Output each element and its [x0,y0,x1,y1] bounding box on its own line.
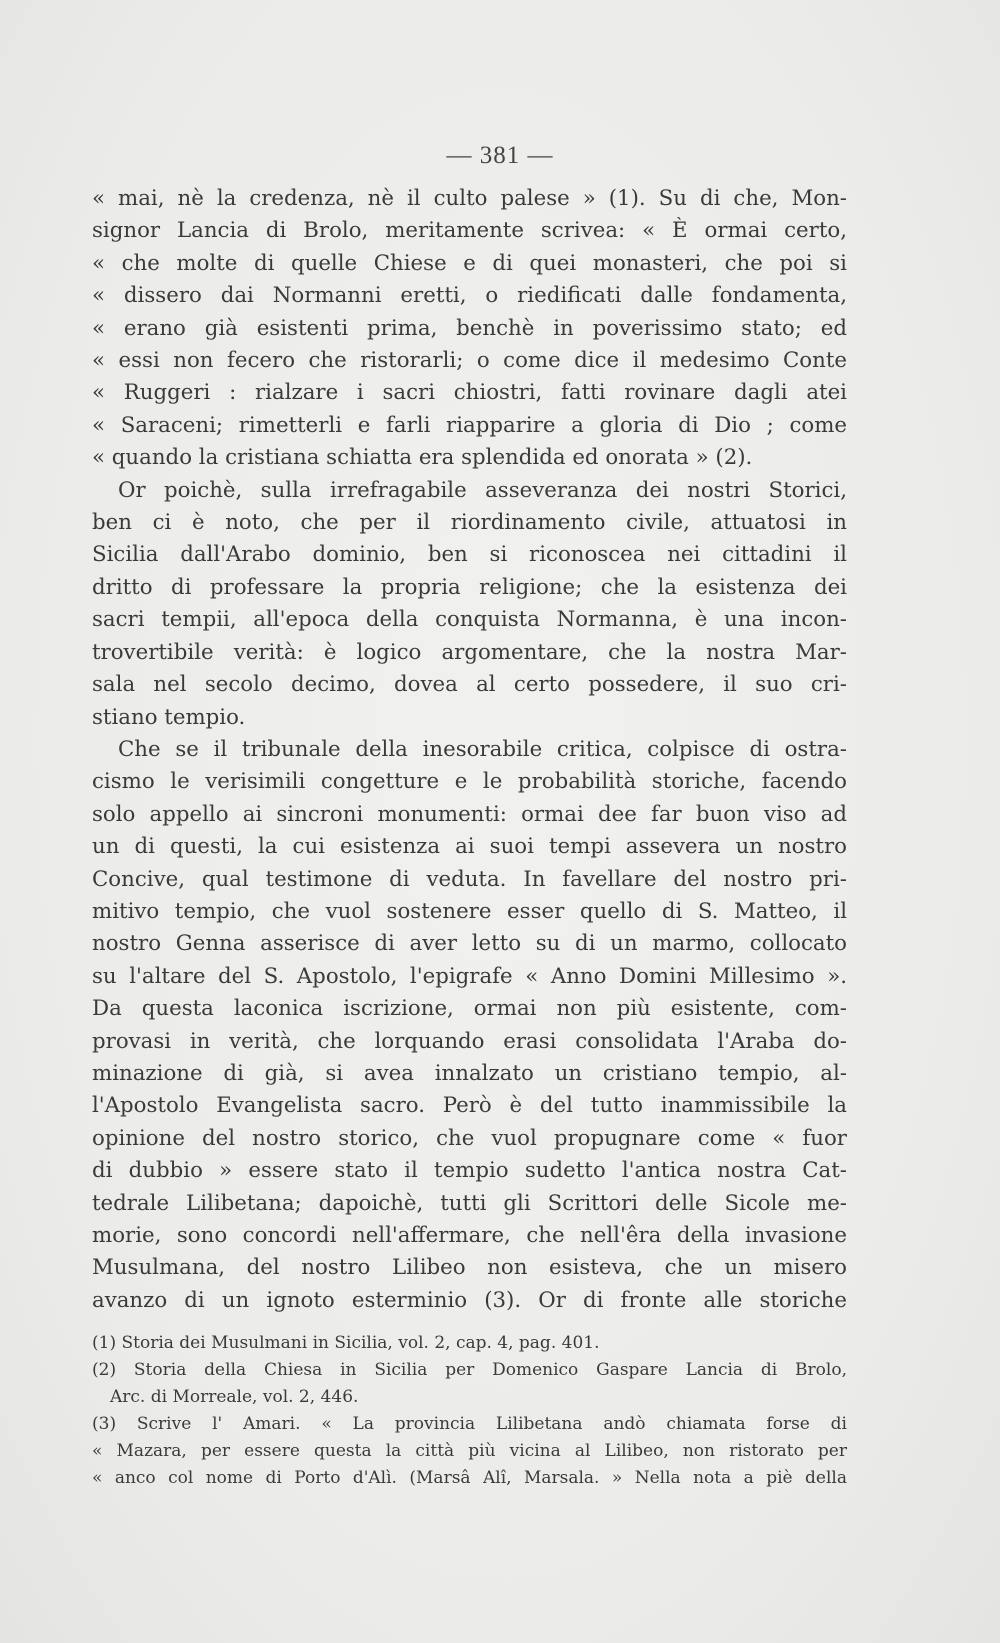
text-line: mitivo tempio, che vuol sostenere esser quello di S. Matteo, il [92,898,847,924]
text-line: « quando la cristiana schiatta era splendida ed onorata » (2). [92,445,753,471]
text-line: ben ci è noto, che per il riordinamento civile, attuatosi in [92,510,847,536]
text-line: Che se il tribunale della inesorabile critica, colpisce di ostra- [118,736,847,762]
text-line: Or poichè, sulla irrefragabile asseveranza dei nostri Storici, [118,477,847,503]
text-line: « mai, nè la credenza, nè il culto palese » (1). Su di che, Mon- [92,186,847,211]
text-line: stiano tempio. [92,704,246,730]
text-line: « che molte di quelle Chiese e di quei monasteri, che poi si [92,250,847,276]
text-line: « dissero dai Normanni eretti, o riedificati dalle fondamenta, [92,283,847,309]
text-line: sacri tempii, all'epoca della conquista Normanna, è una incon- [92,607,847,633]
footnote-line: Arc. di Morreale, vol. 2, 446. [110,1387,359,1407]
footnote-line: (1) Storia dei Musulmani in Sicilia, vol. 2, cap. 4, pag. 401. [92,1333,600,1353]
text-line: tedrale Lilibetana; dapoichè, tutti gli Scrittori delle Sicole me- [92,1190,847,1216]
text-line: signor Lancia di Brolo, meritamente scrivea: « È ormai certo, [92,218,847,244]
text-line: provasi in verità, che lorquando erasi consolidata l'Araba do- [92,1028,847,1054]
text-line: sala nel secolo decimo, dovea al certo possedere, il suo cri- [92,672,847,698]
text-line: Concive, qual testimone di veduta. In favellare del nostro pri- [92,866,847,892]
text-line: Da questa laconica iscrizione, ormai non più esistente, com- [92,996,847,1022]
text-line: opinione del nostro storico, che vuol propugnare come « fuor [92,1125,847,1151]
text-line: solo appello ai sincroni monumenti: ormai dee far buon viso ad [92,801,847,827]
page-number: — 381 — [446,142,554,169]
text-line: l'Apostolo Evangelista sacro. Però è del tutto inammissibile la [92,1093,847,1119]
text-line: morie, sono concordi nell'affermare, che nell'êra della invasione [92,1223,847,1248]
text-line: nostro Genna asserisce di aver letto su di un marmo, collocato [92,931,847,957]
text-line: « Saraceni; rimetterli e farli riapparire a gloria di Dio ; come [92,412,847,438]
footnote-line: (3) Scrive l' Amari. « La provincia Lilibetana andò chiamata forse di [92,1414,847,1434]
text-line: Sicilia dall'Arabo dominio, ben si riconoscea nei cittadini il [92,542,847,568]
footnote-line: (2) Storia della Chiesa in Sicilia per Domenico Gaspare Lancia di Brolo, [92,1360,847,1380]
footnotes [92,1330,847,1492]
text-line: Musulmana, del nostro Lilibeo non esisteva, che un misero [92,1255,847,1281]
text-line: avanzo di un ignoto esterminio (3). Or di fronte alle storiche [92,1287,847,1313]
text-line: dritto di professare la propria religione; che la esistenza dei [92,574,847,600]
text-line: cismo le verisimili congetture e le probabilità storiche, facendo [92,769,847,795]
main-text [92,183,847,1317]
text-line: di dubbio » essere stato il tempio sudetto l'antica nostra Cat- [92,1158,847,1184]
text-line: su l'altare del S. Apostolo, l'epigrafe « Anno Domini Millesimo ». [92,963,847,989]
text-line: minazione di già, si avea innalzato un cristiano tempio, al- [92,1060,847,1086]
footnote-line: « anco col nome di Porto d'Alì. (Marsâ Alî, Marsala. » Nella nota a piè della [92,1468,847,1488]
text-line: « erano già esistenti prima, benchè in poverissimo stato; ed [92,315,847,341]
text-line: un di questi, la cui esistenza ai suoi tempi assevera un nostro [92,834,847,860]
text-line: « essi non fecero che ristorarli; o come dice il medesimo Conte [92,348,847,374]
text-line: trovertibile verità: è logico argomentare, che la nostra Mar- [92,639,847,665]
text-line: « Ruggeri : rialzare i sacri chiostri, fatti rovinare dagli atei [92,380,847,406]
footnote-line: « Mazara, per essere questa la città più vicina al Lilibeo, non ristorato per [92,1441,847,1461]
